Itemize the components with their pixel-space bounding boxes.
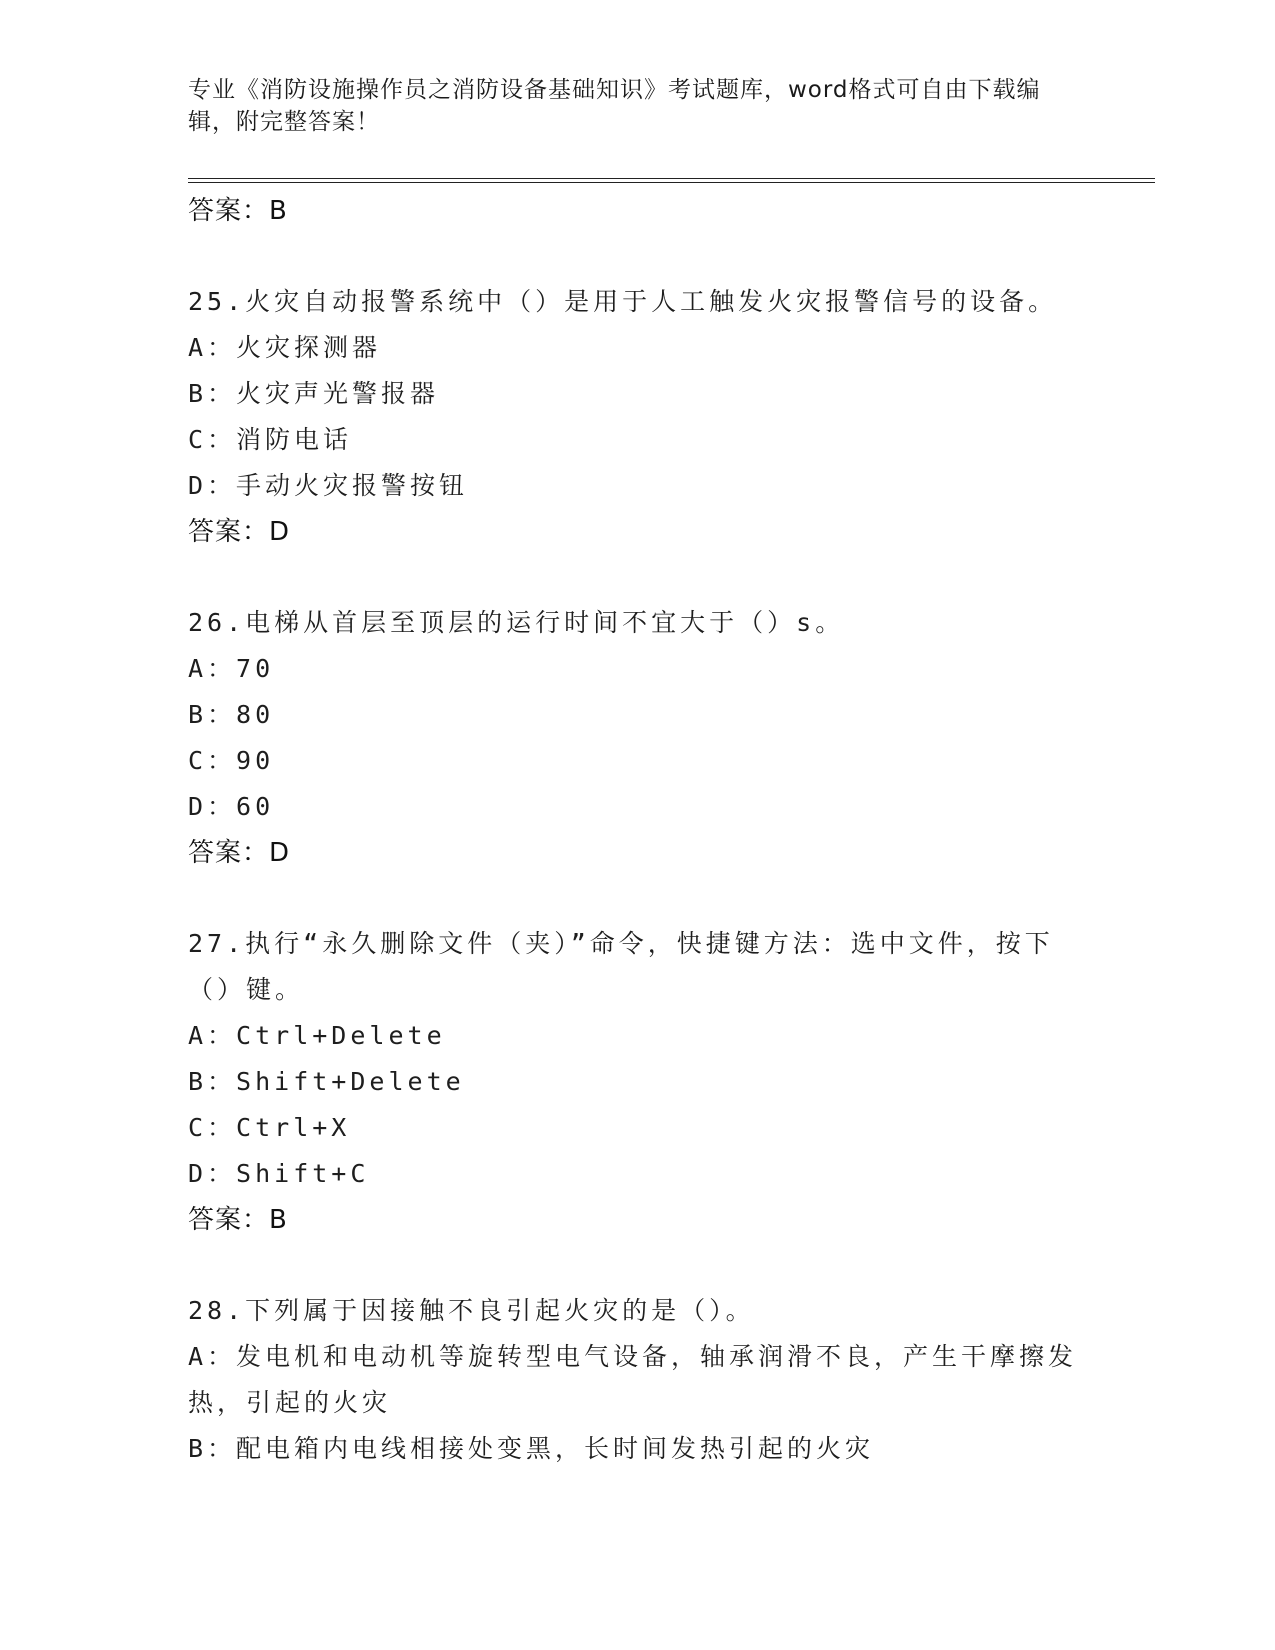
option-a: A：70 (188, 654, 275, 683)
header-divider-top (188, 178, 1155, 179)
question-text: 26.电梯从首层至顶层的运行时间不宜大于（）s。 (188, 608, 845, 637)
option-b: B：80 (188, 700, 275, 729)
option-b: B：Shift+Delete (188, 1067, 465, 1096)
answer-line: 答案：B (188, 1205, 288, 1235)
option-d: D：手动火灾报警按钮 (188, 471, 469, 500)
question-26 (188, 600, 1088, 876)
question-text: 28.下列属于因接触不良引起火灾的是（）。 (188, 1296, 755, 1325)
option-a: A：发电机和电动机等旋转型电气设备，轴承润滑不良，产生干摩擦发热，引起的火灾 (188, 1342, 1078, 1417)
answer-line: 答案：D (188, 517, 291, 547)
page-header: 专业《消防设施操作员之消防设备基础知识》考试题库，word格式可自由下载编辑，附完整答案！ (188, 77, 1041, 135)
question-list (188, 188, 1088, 1472)
answer-line: 答案：B (188, 196, 288, 226)
question-27 (188, 921, 1088, 1243)
option-c: C：Ctrl+X (188, 1113, 351, 1142)
option-d: D：Shift+C (188, 1159, 370, 1188)
question-25 (188, 279, 1088, 555)
answer-line: 答案：D (188, 838, 291, 868)
question-28 (188, 1288, 1088, 1472)
question-text: 25.火灾自动报警系统中（）是用于人工触发火灾报警信号的设备。 (188, 287, 1058, 316)
option-a: A：火灾探测器 (188, 333, 382, 362)
option-c: C：消防电话 (188, 425, 353, 454)
option-b: B：配电箱内电线相接处变黑，长时间发热引起的火灾 (188, 1434, 875, 1463)
option-a: A：Ctrl+Delete (188, 1021, 446, 1050)
option-c: C：90 (188, 746, 275, 775)
option-d: D：60 (188, 792, 275, 821)
header-divider-bottom (188, 182, 1155, 183)
option-b: B：火灾声光警报器 (188, 379, 440, 408)
question-text: 27.执行“永久删除文件（夹）”命令，快捷键方法：选中文件，按下（）键。 (188, 929, 1054, 1004)
